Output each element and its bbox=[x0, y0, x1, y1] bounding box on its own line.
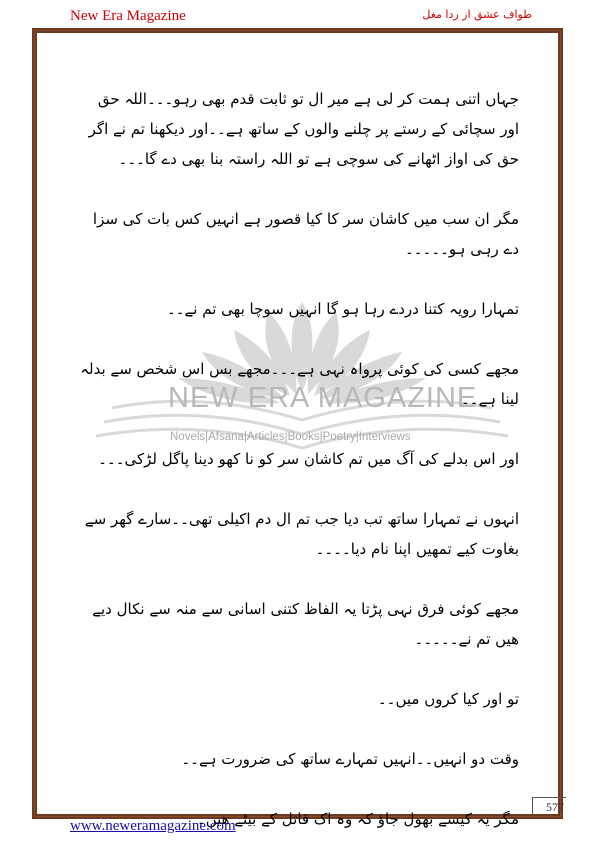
story-body bbox=[76, 84, 519, 864]
story-paragraph: وقت دو انہیں۔۔انہیں تمہارے ساتھ کی ضرورت ہے۔۔ bbox=[181, 750, 519, 768]
story-paragraph: مگر ان سب میں کاشان سر کا کیا قصور ہے انہیں کس بات کی سزا دے رہی ہو۔۔۔۔۔ bbox=[92, 210, 519, 258]
story-paragraph: جہاں اتنی ہمت کر لی ہے میر ال تو ثابت قدم بھی رہو۔۔۔اللہ حق اور سچائی کے رستے پر چلنے والوں کے ساتھ ہے۔۔اور دیکھنا تم نے اگر حق کی اواز اٹھانے کی سوچی ہے تو اللہ راستہ بنا بھی دے گا۔۔۔ bbox=[88, 90, 519, 168]
watermark-title: NEW ERA MAGAZINE bbox=[168, 382, 478, 414]
story-paragraph: مگر یہ کیسے بھول جاؤ کہ وہ اک قاتل کے بیٹے ھیں۔ bbox=[196, 810, 519, 828]
page-number: 577 bbox=[532, 797, 566, 817]
story-paragraph: تمہارا رویہ کتنا دردے رہا ہو گا انہیں سوچا بھی تم نے۔۔ bbox=[166, 300, 519, 318]
story-paragraph: اور اس بدلے کی آگ میں تم کاشان سر کو نا کھو دینا پاگل لڑکی۔۔۔ bbox=[98, 450, 519, 468]
novel-title: طواف عشق از ردا مغل bbox=[422, 8, 532, 21]
website-link[interactable]: www.neweramagazine.com bbox=[70, 818, 236, 834]
story-paragraph: مجھے کوئی فرق نہی پڑتا یہ الفاظ کتنی اسانی سے منہ سے نکال دیے ھیں تم نے۔۔۔۔۔ bbox=[92, 600, 519, 648]
story-paragraph: مجھے کسی کی کوئی پرواہ نہی ہے۔۔۔مجھے بس اس شخص سے بدلہ لینا ہے۔۔ bbox=[80, 360, 519, 408]
magazine-name: New Era Magazine bbox=[70, 8, 186, 24]
story-paragraph: انہوں نے تمہارا ساتھ تب دیا جب تم ال دم اکیلی تھی۔۔سارے گھر سے بغاوت کیے تمھیں اپنا نام دیا۔۔۔۔ bbox=[84, 510, 519, 558]
story-paragraph: تو اور کیا کروں میں۔۔ bbox=[377, 690, 519, 708]
watermark-subtitle: Novels|Afsana|Articles|Books|Poetry|Interviews bbox=[170, 431, 411, 443]
